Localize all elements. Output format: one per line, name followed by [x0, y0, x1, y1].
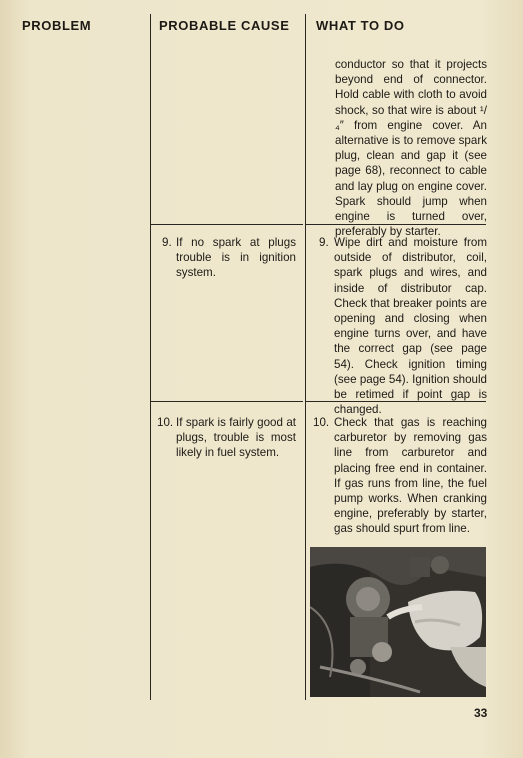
column-divider-left — [150, 14, 151, 700]
column-divider-right — [305, 14, 306, 700]
row-divider-cause-1 — [151, 224, 303, 225]
carburetor-photo — [310, 547, 486, 697]
header-probable-cause: PROBABLE CAUSE — [159, 18, 290, 33]
todo-text-10: Check that gas is reaching carburetor by removing gas line from carburetor and placing free end in container. If gas runs from line, the fuel pump works. When cranking engine, preferably by starter, gas should spurt from line. — [334, 416, 487, 536]
row-divider-cause-2 — [151, 401, 303, 402]
cause-number-10: 10. — [157, 416, 174, 429]
page-number: 33 — [474, 706, 488, 720]
todo-number-10: 10. — [313, 416, 330, 429]
header-problem: PROBLEM — [22, 18, 92, 33]
header-what-to-do: WHAT TO DO — [316, 18, 405, 33]
todo-text-9: Wipe dirt and moisture from outside of distributor, coil, spark plugs and wires, and inside of distributor cap. Check that breaker points are opening and closing when engine turns over, and have the correct gap (see page 54). Check ignition timing (see page 54). Ignition should be retimed if point gap is changed. — [334, 236, 487, 417]
cause-text-10: If spark is fairly good at plugs, trouble is most likely in fuel system. — [176, 416, 296, 460]
cause-text-9: If no spark at plugs trouble is in ignition system. — [176, 236, 296, 280]
todo-number-9: 9. — [319, 236, 329, 249]
cause-number-9: 9. — [162, 236, 172, 249]
todo-continued-text: conductor so that it projects beyond end of connector. Hold cable with cloth to avoid shock, so that wire is about ¹/₄″ from engine cover. An alternative is to remove spark plug, clean and gap it (see page 68), reconnect to cable and lay plug on engine cover. Spark should jump when engine is turned over, preferably by starter. — [335, 58, 487, 239]
